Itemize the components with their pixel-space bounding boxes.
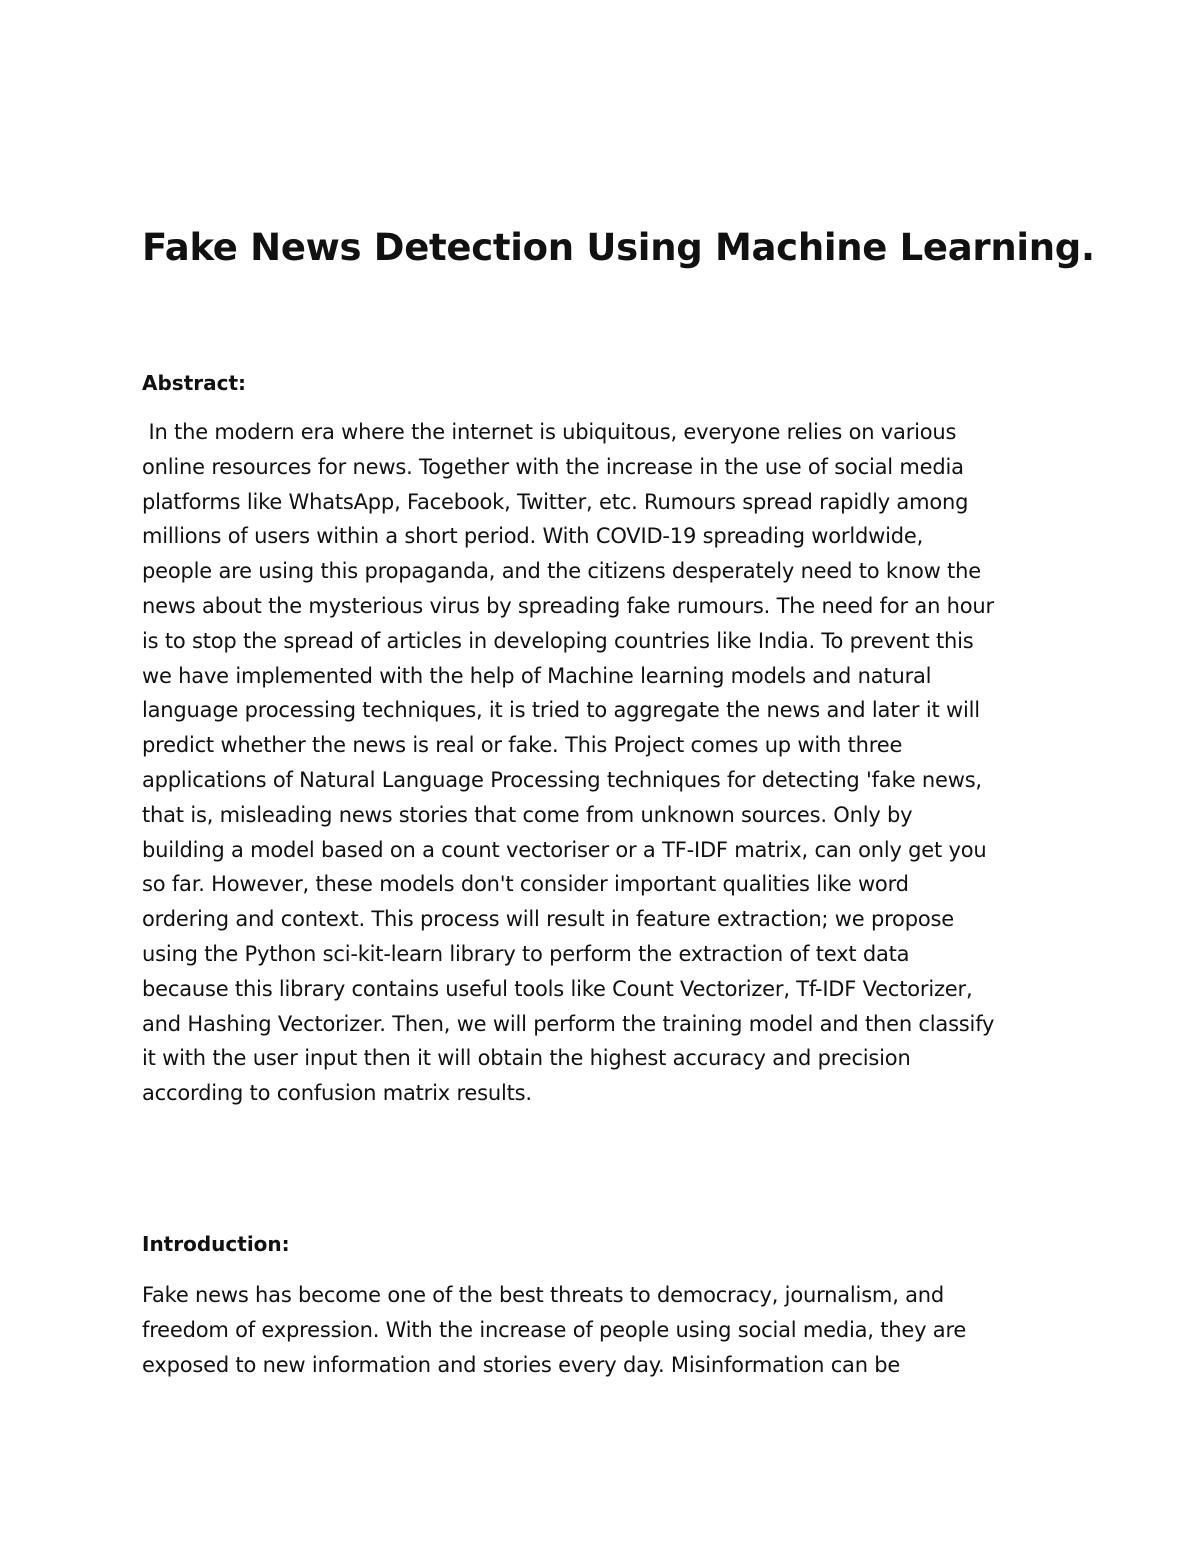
abstract-line: using the Python sci-kit-learn library to perform the extraction of text data <box>142 941 910 966</box>
abstract-line: we have implemented with the help of Machine learning models and natural <box>142 663 932 688</box>
abstract-line: so far. However, these models don't consider important qualities like word <box>142 872 909 897</box>
abstract-line: is to stop the spread of articles in developing countries like India. To prevent this <box>142 628 974 653</box>
document-body <box>142 222 1095 1382</box>
abstract-line: predict whether the news is real or fake. This Project comes up with three <box>142 733 903 758</box>
abstract-line: language processing techniques, it is tried to aggregate the news and later it will <box>142 698 980 723</box>
abstract-line: ordering and context. This process will result in feature extraction; we propose <box>142 907 954 932</box>
abstract-line: platforms like WhatsApp, Facebook, Twitter, etc. Rumours spread rapidly among <box>142 489 969 514</box>
abstract-line: building a model based on a count vectoriser or a TF-IDF matrix, can only get you <box>142 837 987 862</box>
abstract-line: it with the user input then it will obtain the highest accuracy and precision <box>142 1046 911 1071</box>
abstract-line: applications of Natural Language Processing techniques for detecting 'fake news, <box>142 767 982 792</box>
abstract-line: and Hashing Vectorizer. Then, we will perform the training model and then classify <box>142 1011 995 1036</box>
document-title: Fake News Detection Using Machine Learning. <box>142 226 1095 269</box>
abstract-line: news about the mysterious virus by spreading fake rumours. The need for an hour <box>142 593 994 618</box>
introduction-line: exposed to new information and stories every day. Misinformation can be <box>142 1352 901 1377</box>
introduction-line: freedom of expression. With the increase of people using social media, they are <box>142 1317 967 1342</box>
abstract-line: online resources for news. Together with the increase in the use of social media <box>142 454 964 479</box>
introduction-heading: Introduction: <box>142 1231 290 1256</box>
introduction-line: Fake news has become one of the best threats to democracy, journalism, and <box>142 1282 945 1307</box>
abstract-line: according to confusion matrix results. <box>142 1081 532 1106</box>
introduction-paragraph <box>142 1278 1072 1382</box>
abstract-line: In the modern era where the internet is ubiquitous, everyone relies on various <box>142 420 957 444</box>
abstract-heading: Abstract: <box>142 371 247 395</box>
abstract-paragraph <box>142 415 1072 1111</box>
abstract-line: people are using this propaganda, and the citizens desperately need to know the <box>142 559 981 584</box>
abstract-line: that is, misleading news stories that come from unknown sources. Only by <box>142 802 913 827</box>
abstract-line: because this library contains useful tools like Count Vectorizer, Tf-IDF Vectorizer, <box>142 976 973 1001</box>
abstract-line: millions of users within a short period. With COVID-19 spreading worldwide, <box>142 524 924 549</box>
